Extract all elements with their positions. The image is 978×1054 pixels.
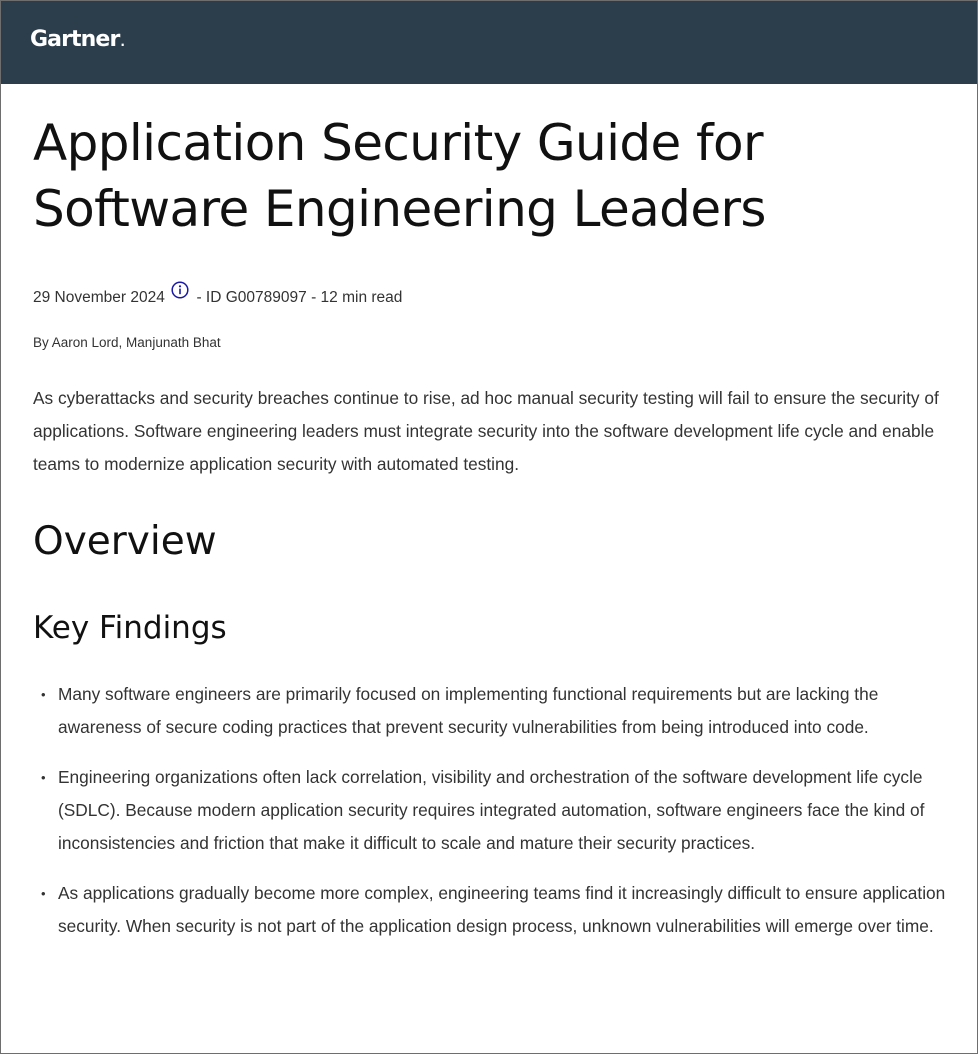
logo-dot: . (120, 35, 125, 49)
key-findings-heading: Key Findings (33, 610, 227, 646)
list-item (33, 678, 958, 744)
gartner-logo[interactable] (30, 25, 125, 57)
key-findings-list (33, 678, 958, 960)
publish-date: 29 November 2024 (33, 289, 165, 306)
finding-text: Engineering organizations often lack correlation, visibility and orchestration of the software development life cycle (SDLC). Because modern application security requires integrated automation, software engineers face the kind of inconsistencies and friction that make it difficult to scale and mature their security practices. (58, 767, 925, 853)
finding-text: As applications gradually become more complex, engineering teams find it increasingly difficult to ensure application security. When security is not part of the application design process, unknown vulnerabilities will emerge over time. (58, 883, 946, 936)
list-item (33, 877, 958, 943)
document-id-read-time: - ID G00789097 - 12 min read (196, 289, 403, 306)
finding-text: Many software engineers are primarily focused on implementing functional requirements but are lacking the awareness of secure coding practices that prevent security vulnerabilities from being introduced into code. (58, 684, 879, 737)
bullet-icon: • (41, 770, 46, 785)
site-header (1, 1, 977, 84)
list-item (33, 761, 958, 860)
logo-text: Gartner (30, 27, 120, 52)
article-summary: As cyberattacks and security breaches continue to rise, ad hoc manual security testing will fail to ensure the security of applications. Software engineering leaders must integrate security into the software development life cycle and enable teams to modernize application security with automated testing. (33, 388, 939, 474)
article-meta (33, 285, 402, 311)
author-byline: By Aaron Lord, Manjunath Bhat (33, 335, 221, 350)
bullet-icon: • (41, 886, 46, 901)
overview-heading: Overview (33, 519, 217, 564)
page-title: Application Security Guide for Software Engineering Leaders (33, 114, 766, 238)
bullet-icon: • (41, 687, 46, 702)
info-circle-icon[interactable] (171, 281, 189, 299)
